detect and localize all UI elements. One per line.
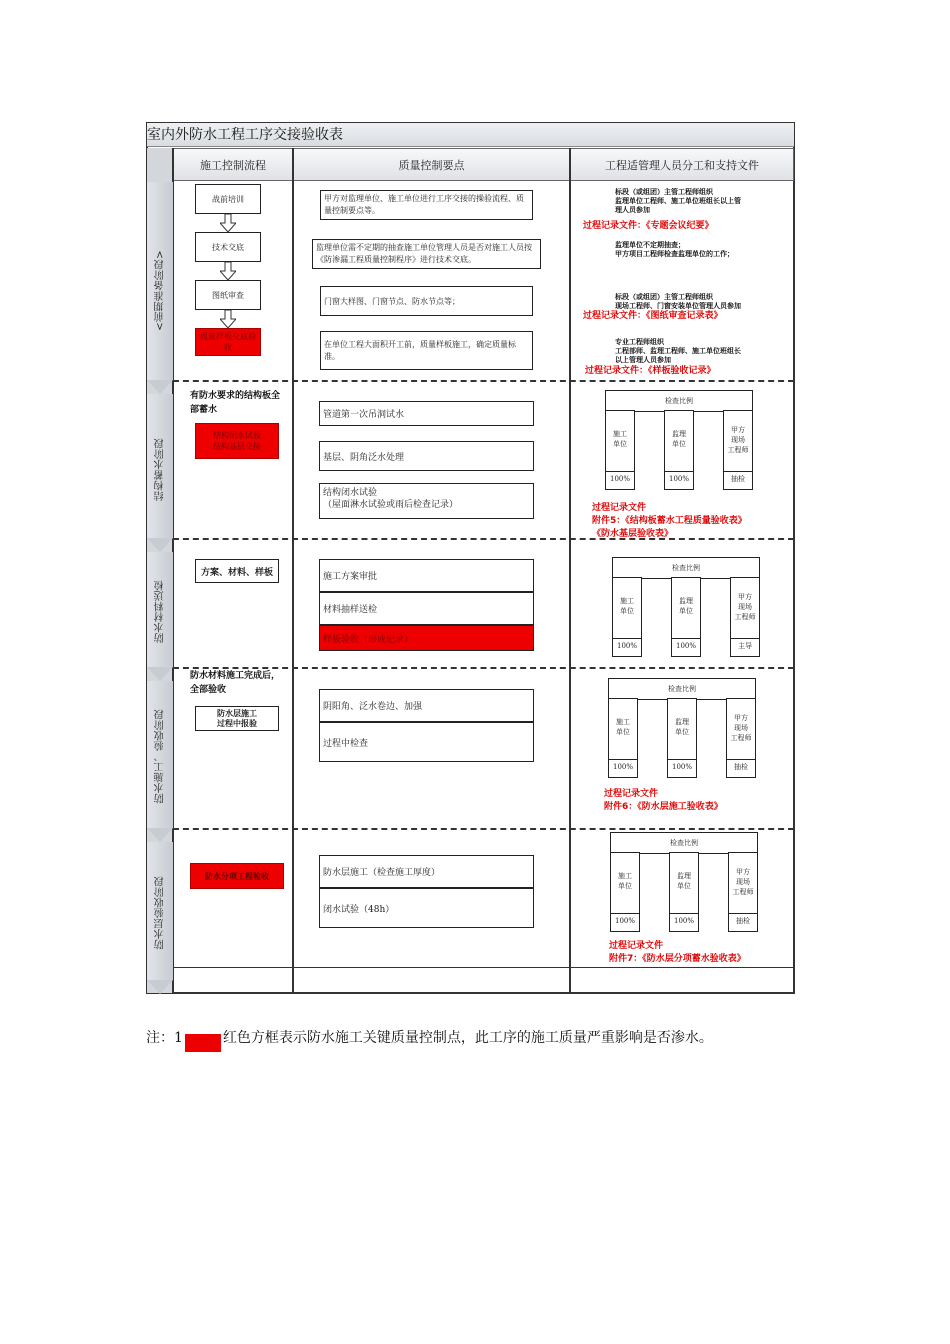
record-file: 过程记录文件：《专题会议纪要》 [583, 221, 714, 231]
quality-point: 甲方对监理单位、施工单位进行工序交接的操验流程、质量控制要点等。 [320, 190, 533, 220]
red-box-legend [185, 1034, 221, 1052]
stage-chevron [147, 667, 173, 681]
ratio-column: 施工 单位 100% [612, 577, 642, 657]
stage-label: <前期准备阶段> [154, 249, 166, 331]
quality-point: 闭水试验（48h） [319, 888, 534, 928]
record-file: 过程记录文件：《样板验收记录》 [585, 366, 716, 376]
bottom-rule [173, 967, 794, 968]
column-divider [569, 148, 571, 993]
ratio-title: 检查比例 [612, 557, 760, 579]
record-file: 过程记录文件：《图纸审查记录表》 [583, 311, 723, 321]
record-file: 过程记录文件 附件6：《防水层施工验收表》 [604, 789, 723, 812]
stage-separator [173, 828, 794, 830]
footnote-text: 红色方框表示防水施工关键质量控制点，此工序的施工质量严重影响是否渗水。 [222, 1030, 713, 1046]
key-control-point: 质量样板交底验收 [195, 328, 261, 356]
ratio-column: 甲方 现场 工程师 抽检 [728, 852, 758, 932]
quality-point: 管道第一次吊洞试水 [319, 401, 534, 426]
ratio-title: 检查比例 [610, 832, 758, 854]
ratio-column: 监理 单位 100% [671, 577, 701, 657]
down-arrow-icon [220, 214, 236, 232]
flow-step: 图纸审查 [195, 280, 261, 310]
ratio-column: 甲方 现场 工程师 抽检 [726, 698, 756, 778]
ratio-column: 施工 单位 100% [608, 698, 638, 778]
ratio-column: 监理 单位 100% [664, 410, 694, 490]
inspection-ratio [608, 678, 756, 786]
responsibility-text: 专业工程师组织 工程部师、监理工程师、施工单位班组长 以上管理人员参加 [615, 338, 741, 364]
stage-label: 防水材料送检 [154, 580, 166, 643]
quality-point: 门窗大样图、门窗节点、防水节点等； [320, 286, 533, 316]
ratio-column: 监理 单位 100% [667, 698, 697, 778]
quality-point: 材料抽样送检 [319, 592, 534, 625]
footnote-prefix: 注：1 [146, 1030, 183, 1046]
record-file: 过程记录文件 附件5：《结构板蓄水工程质量验收表》 《防水基层验收表》 [592, 503, 747, 539]
stage-label: 防水层验收阶段 [154, 876, 166, 950]
flow-note: 有防水要求的结构板全部蓄水 [190, 391, 281, 415]
flow-note: 防水材料施工完成后，全部验收 [190, 671, 281, 695]
ratio-title: 检查比例 [605, 390, 753, 412]
quality-point: 过程中检查 [319, 722, 534, 762]
ratio-column: 甲方 现场 工程师 主导 [730, 577, 760, 657]
responsibility-text: 标段（或组团）主管工程师组织 现场工程师、门窗安装单位管理人员参加 [615, 293, 741, 310]
footnote [146, 1027, 713, 1052]
quality-point: 阴阳角、泛水卷边、加强 [319, 689, 534, 722]
ratio-column: 监理 单位 100% [669, 852, 699, 932]
quality-point: 防水层施工（检查施工厚度） [319, 855, 534, 888]
key-control-point: 样板验收（形成记录） [319, 625, 534, 651]
header-quality: 质量控制要点 [293, 148, 570, 181]
flow-step: 技术交底 [195, 232, 261, 262]
record-file: 过程记录文件 附件7：《防水层分项蓄水验收表》 [609, 941, 746, 964]
ratio-title: 检查比例 [608, 678, 756, 700]
stage-chevron [147, 980, 173, 994]
header-supervision: 工程适管理人员分工和支持文件 [570, 148, 794, 181]
flow-step: 战前培训 [195, 184, 261, 214]
responsibility-text: 标段（或组团）主管工程师组织 监理单位工程师、施工单位班组长以上管 理人员参加 [615, 188, 741, 214]
stage-separator [173, 380, 794, 382]
flow-step: 方案、材料、样板 [195, 559, 279, 583]
stage-label: 防水施工、验收阶段 [154, 709, 166, 804]
ratio-column: 施工 单位 100% [605, 410, 635, 490]
quality-point: 基层、阴角泛水处理 [319, 441, 534, 471]
inspection-ratio [612, 557, 760, 665]
inspection-ratio [605, 390, 753, 498]
quality-point: 在单位工程大面积开工前，质量样板施工，确定质量标准。 [320, 331, 533, 370]
header-flow: 施工控制流程 [173, 148, 293, 181]
stage-chevron [147, 380, 173, 394]
quality-point: 监理单位需不定期的抽查施工单位管理人员是否对施工人员按《防渗漏工程质量控制程序》进行技术交底。 [312, 239, 541, 269]
ratio-column: 甲方 现场 工程师 抽检 [723, 410, 753, 490]
key-control-point: 防水分项工程验收 [190, 863, 284, 889]
responsibility-text: 监理单位不定期抽查； 甲方项目工程师检查监理单位的工作； [615, 241, 734, 258]
stage-chevron [147, 538, 173, 552]
down-arrow-icon [220, 310, 236, 328]
ratio-column: 施工 单位 100% [610, 852, 640, 932]
flow-step: 防水层施工 过程中报验 [195, 706, 279, 731]
key-control-point: 结构闭水试验 结构基层交接 [195, 423, 279, 459]
inspection-ratio [610, 832, 758, 940]
stage-chevron [147, 828, 173, 842]
stage-label: 结构蓄水阶段 [154, 437, 166, 501]
column-divider [292, 148, 294, 993]
down-arrow-icon [220, 262, 236, 280]
quality-point: 施工方案审批 [319, 559, 534, 592]
quality-point: 结构闭水试验 （屋面淋水试验或雨后检查记录） [319, 483, 534, 519]
table-title: 室内外防水工程工序交接验收表 [147, 123, 794, 147]
